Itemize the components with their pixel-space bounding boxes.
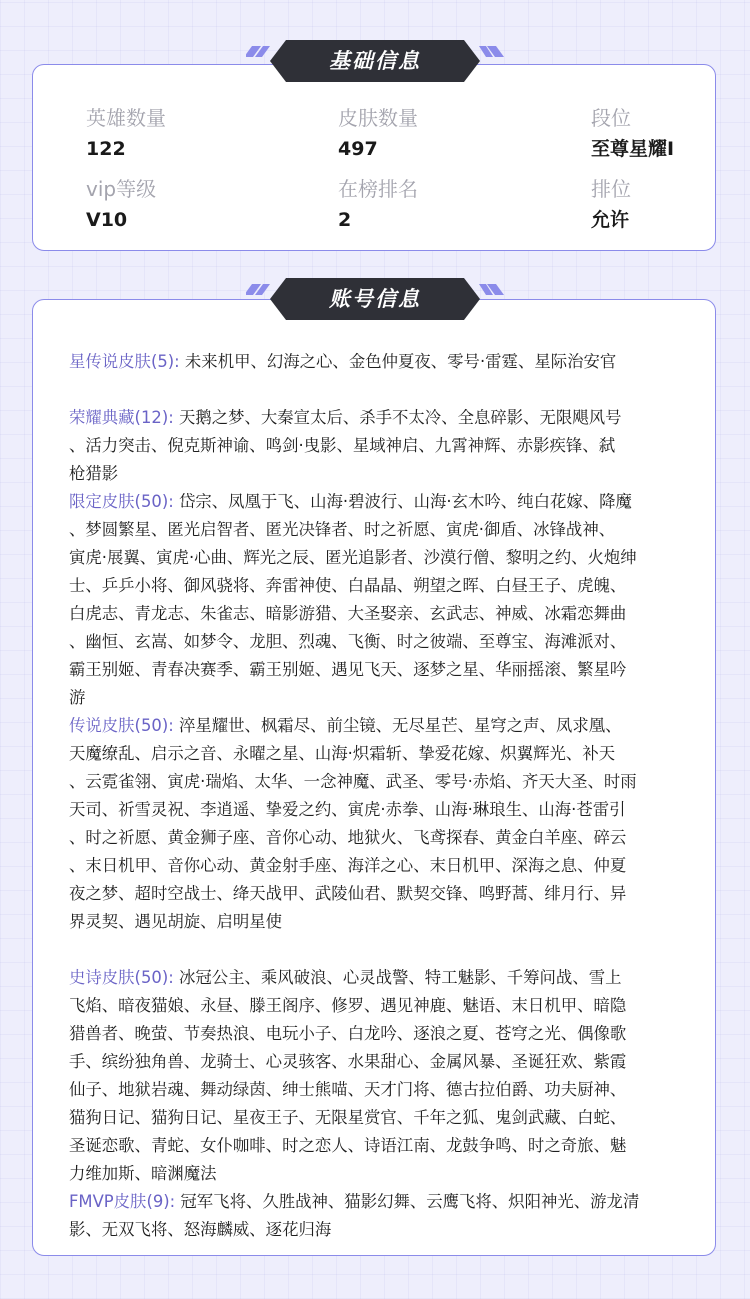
ranked-value: 允许 — [591, 209, 630, 231]
vip-level-stat — [86, 176, 156, 232]
leaderboard-rank-label: 在榜排名 — [338, 177, 418, 201]
limited-items: 岱宗、凤凰于飞、山海·碧波行、山海·玄木吟、纯白花嫁、降魔 、梦圆繁星、匿光启智者、匿光决锋者、时之祈愿、寅虎·御盾、冰锋战神、 寅虎·展翼、寅虎·心曲、辉光之辰、匿光追影者、沙漠行僧、黎明之约、火炮绅 士、乒乒小将、御风骁将、奔雷神使、白晶晶、朔望之晖、白昼王子、虎魄、 白虎志、青龙志、朱雀志、暗影游猎、大圣娶亲、玄武志、神威、冰霜恋舞曲 、幽恒、玄嵩、如梦令、龙胆、烈魂、飞衡、时之彼端、至尊宝、海滩派对、 霸王别姬、青春决赛季、霸王别姬、遇见飞天、逐梦之星、华丽摇滚、繁星吟 游 — [69, 492, 637, 707]
tier-label: 段位 — [591, 106, 631, 130]
epic-skins — [69, 964, 691, 1188]
ranked-stat — [591, 176, 631, 232]
fmvp-items: 冠军飞将、久胜战神、猫影幻舞、云鹰飞将、炽阳神光、游龙清 影、无双飞将、怒海麟威、逐花归海 — [69, 1192, 640, 1239]
section-header-basic-info — [246, 38, 504, 84]
star-legend-items: 未来机甲、幻海之心、金色仲夏夜、零号·雷霆、星际治安官 — [184, 352, 617, 371]
ranked-label: 排位 — [591, 177, 631, 201]
vip-level-value: V10 — [86, 209, 128, 231]
basic-info-card — [32, 64, 716, 251]
hero-count-label: 英雄数量 — [86, 106, 166, 130]
hero-count-stat — [86, 105, 166, 161]
tier-value: 至尊星耀I — [591, 138, 675, 160]
legend-label: 传说皮肤(50): — [69, 716, 174, 735]
fmvp-label: FMVP皮肤(9): — [69, 1192, 176, 1211]
glory-collection-items: 天鹅之梦、大秦宣太后、杀手不太冷、全息碎影、无限飓风号 、活力突击、倪克斯神谕、鸣剑·曳影、星域神启、九霄神辉、赤影疾锋、弑 枪猎影 — [69, 408, 622, 483]
epic-items: 冰冠公主、乘风破浪、心灵战警、特工魅影、千筹问战、雪上 飞焰、暗夜猫娘、永昼、滕王阁序、修罗、遇见神鹿、魅语、末日机甲、暗隐 猎兽者、晚萤、节奏热浪、电玩小子、白龙吟、逐浪之夏、苍穹之光、偶像歌 手、缤纷独角兽、龙骑士、心灵骇客、水果甜心、金属风暴、圣诞狂欢、紫霞 仙子、地狱岩魂、舞动绿茵、绅士熊喵、天才门将、德古拉伯爵、功夫厨神、 猫狗日记、猫狗日记、星夜王子、无限星赏官、千年之狐、鬼剑武藏、白蛇、 圣诞恋歌、青蛇、女仆咖啡、时之恋人、诗语江南、龙鼓争鸣、时之奇旅、魅 力维加斯、暗渊魔法 — [69, 968, 627, 1183]
vip-level-label: vip等级 — [86, 177, 157, 201]
epic-label: 史诗皮肤(50): — [69, 968, 174, 987]
skin-count-label: 皮肤数量 — [338, 106, 418, 130]
fmvp-skins — [69, 1188, 691, 1244]
basic-info-title: 基础信息 — [329, 49, 421, 73]
section-header-account-info — [246, 276, 504, 322]
leaderboard-rank-value: 2 — [338, 209, 352, 231]
limited-label: 限定皮肤(50): — [69, 492, 174, 511]
glory-collection-skins — [69, 404, 691, 488]
limited-skins — [69, 488, 691, 712]
star-legend-skins — [69, 348, 691, 376]
tier-stat — [591, 105, 674, 161]
account-info-card — [32, 299, 716, 1256]
account-info-title: 账号信息 — [329, 287, 421, 311]
skin-count-value: 497 — [338, 138, 378, 160]
legend-skins — [69, 712, 691, 936]
star-legend-label: 星传说皮肤(5): — [69, 352, 180, 371]
glory-collection-label: 荣耀典藏(12): — [69, 408, 174, 427]
hero-count-value: 122 — [86, 138, 126, 160]
legend-items: 淬星耀世、枫霜尽、前尘镜、无尽星芒、星穹之声、凤求凰、 天魔缭乱、启示之音、永曜之星、山海·炽霜斩、挚爱花嫁、炽翼辉光、补天 、云霓雀翎、寅虎·瑞焰、太华、一念神魔、武圣、零号·赤焰、齐天大圣、时雨 天司、祈雪灵祝、李逍遥、挚爱之约、寅虎·赤拳、山海·琳琅生、山海·苍雷引 、时之祈愿、黄金狮子座、音你心动、地狱火、飞鸢探春、黄金白羊座、碎云 、末日机甲、音你心动、黄金射手座、海洋之心、末日机甲、深海之息、仲夏 夜之梦、超时空战士、绛天战甲、武陵仙君、默契交锋、鸣野蒿、绯月行、异 界灵契、遇见胡旋、启明星使 — [69, 716, 637, 931]
skin-count-stat — [338, 105, 418, 161]
leaderboard-rank-stat — [338, 176, 418, 232]
